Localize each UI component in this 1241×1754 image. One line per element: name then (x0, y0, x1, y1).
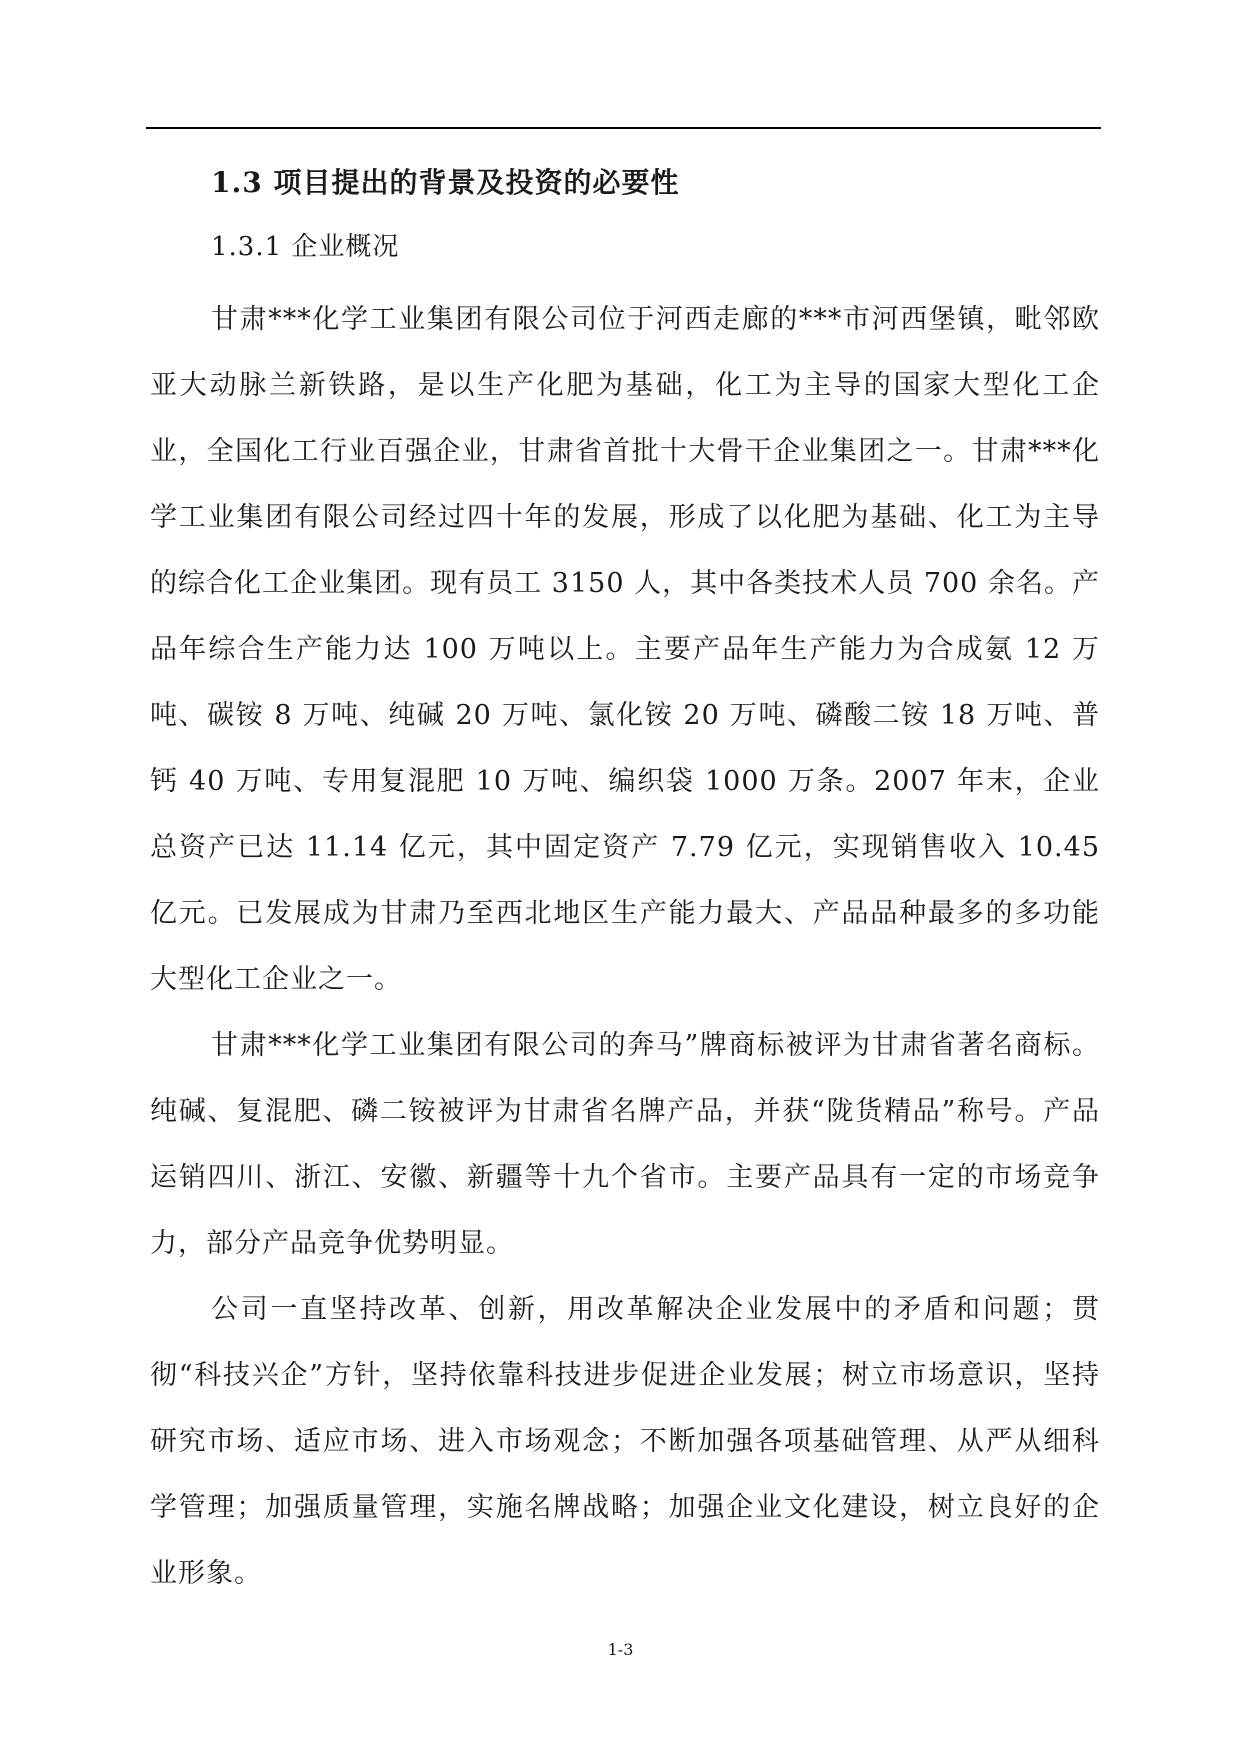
paragraph-management-policy: 公司一直坚持改革、创新，用改革解决企业发展中的矛盾和问题；贯彻“科技兴企”方针，坚持依靠科技进步促进企业发展；树立市场意识，坚持研究市场、适应市场、进入市场观念；不断加强各项基础管理、从严从细科学管理；加强质量管理，实施名牌战略；加强企业文化建设，树立良好的企业形象。 (150, 1294, 1100, 1589)
page-number: 1-3 (607, 1640, 634, 1659)
header-rule (146, 127, 1101, 129)
paragraph-brand-products: 甘肃***化学工业集团有限公司的奔马”牌商标被评为甘肃省著名商标。纯碱、复混肥、磷二铵被评为甘肃省名牌产品，并获“陇货精品”称号。产品运销四川、浙江、安徽、新疆等十九个省市。主要产品具有一定的市场竞争力，部分产品竞争优势明显。 (150, 1030, 1100, 1259)
paragraph-company-overview: 甘肃***化学工业集团有限公司位于河西走廊的***市河西堡镇，毗邻欧亚大动脉兰新铁路，是以生产化肥为基础，化工为主导的国家大型化工企业，全国化工行业百强企业，甘肃省首批十大骨干企业集团之一。甘肃***化学工业集团有限公司经过四十年的发展，形成了以化肥为基础、化工为主导的综合化工企业集团。现有员工 3150 人，其中各类技术人员 700 余名。产品年综合生产能力达 100 万吨以上。主要产品年生产能力为合成氨 12 万吨、碳铵 8 万吨、纯碱 20 万吨、氯化铵 20 万吨、磷酸二铵 18 万吨、普钙 40 万吨、专用复混肥 10 万吨、编织袋 1000 万条。2007 年末，企业总资产已达 11.14 亿元，其中固定资产 7.79 亿元，实现销售收入 10.45 亿元。已发展成为甘肃乃至西北地区生产能力最大、产品品种最多的多功能大型化工企业之一。 (150, 304, 1100, 995)
section-heading: 1.3 项目提出的背景及投资的必要性 (211, 166, 680, 199)
subsection-heading: 1.3.1 企业概况 (211, 232, 400, 262)
